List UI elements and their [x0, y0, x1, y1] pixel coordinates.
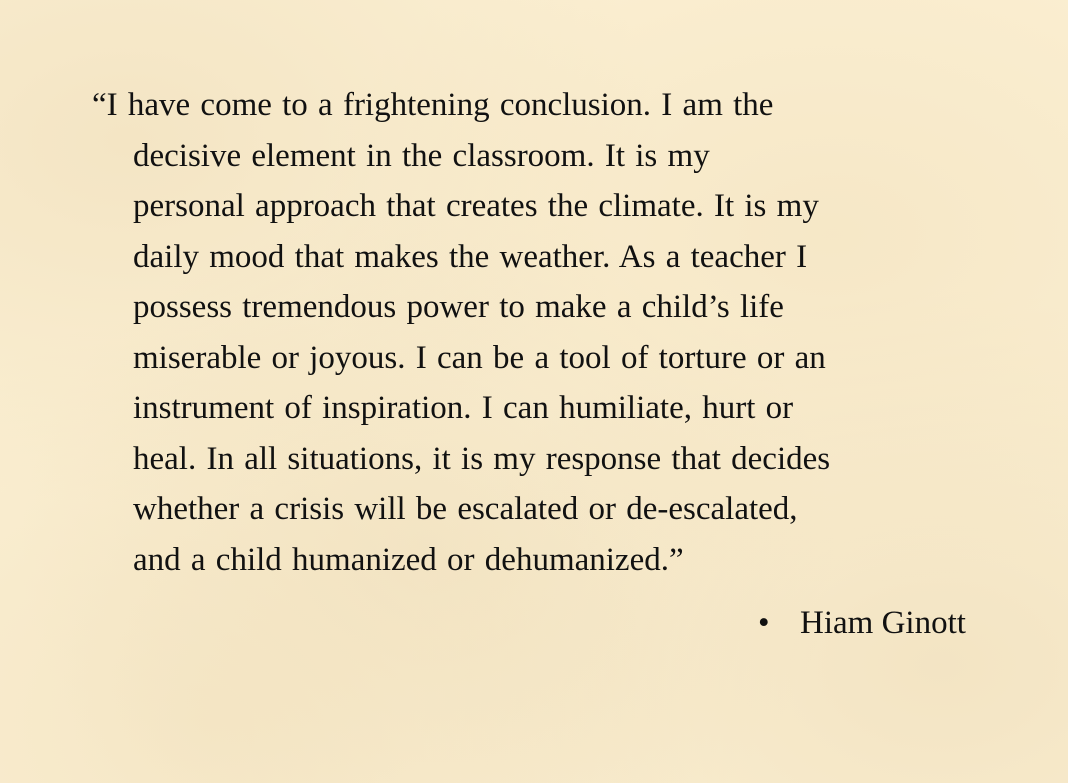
quote-line: possess tremendous power to make a child’s life — [133, 289, 784, 325]
quote-text — [92, 80, 1032, 585]
quote-line: whether a crisis will be escalated or de-escalated, — [133, 491, 798, 527]
author-name: Hiam Ginott — [800, 605, 966, 641]
quote-line: personal approach that creates the climate. It is my — [133, 188, 819, 224]
quote-line: and a child humanized or dehumanized.” — [133, 541, 684, 578]
quote-line: heal. In all situations, it is my response that decides — [133, 440, 831, 477]
attribution — [758, 598, 966, 648]
quote-line: miserable or joyous. I can be a tool of torture or an — [133, 339, 826, 376]
quote-line: daily mood that makes the weather. As a teacher I — [133, 238, 808, 275]
quote-line: “I have come to a frightening conclusion. I am the — [92, 87, 774, 123]
bullet-icon: • — [758, 605, 770, 641]
quote-line: instrument of inspiration. I can humiliate, hurt or — [133, 390, 794, 426]
quote-line: decisive element in the classroom. It is my — [133, 137, 710, 174]
